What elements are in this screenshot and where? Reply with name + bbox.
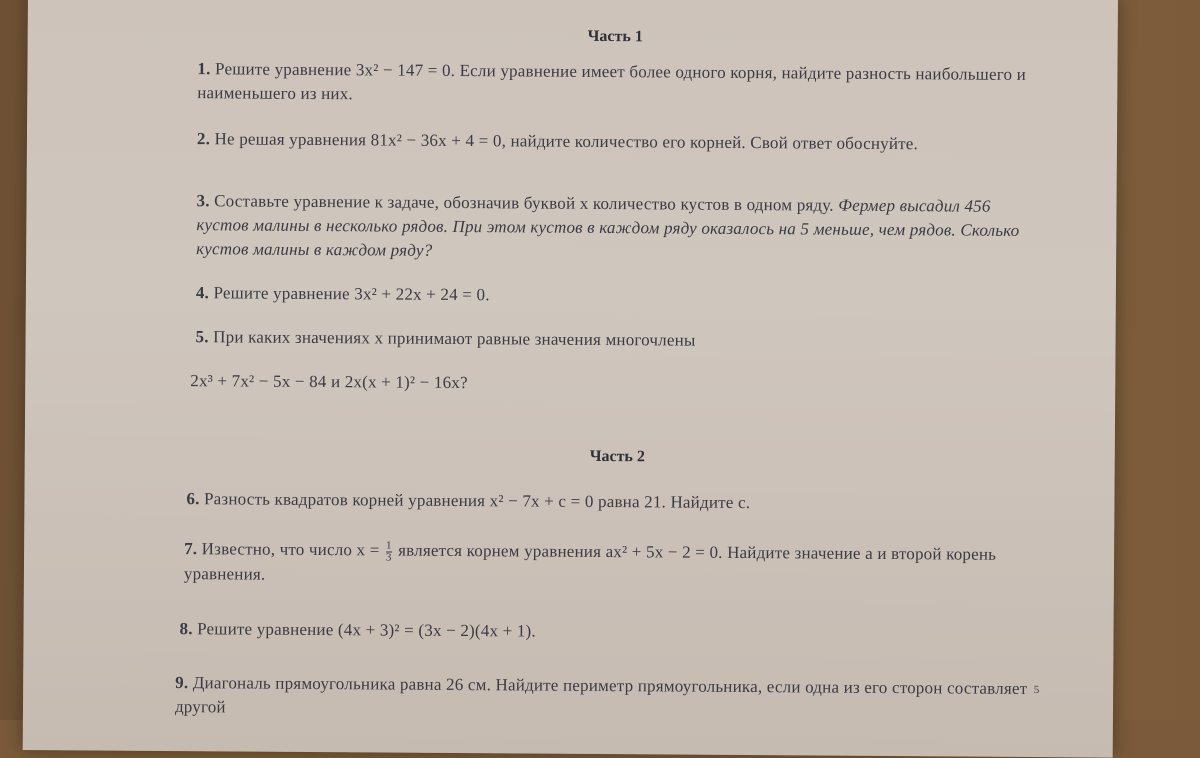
task-4 xyxy=(196,281,1036,311)
task-story: Фермер высадил 456 кустов малины в несколько рядов. При этом кустов в каждом ряду оказалось на 5 меньше, чем рядов. Сколько кустов малины в каждом ряду? xyxy=(196,195,1020,260)
task-number: 6. xyxy=(186,489,200,509)
task-2 xyxy=(197,127,1037,157)
part2-heading: Часть 2 xyxy=(589,447,645,466)
task-text: Известно, что число x = xyxy=(201,539,380,560)
fraction xyxy=(1034,685,1040,696)
task-number: 8. xyxy=(179,619,193,639)
task-number: 3. xyxy=(196,191,210,211)
task-9 xyxy=(175,671,1055,725)
task-3 xyxy=(196,189,1036,267)
task-number: 1. xyxy=(197,59,211,79)
task-text-continued: является корнем уравнения ax² + 5x − 2 = 0. Найдите значение a и второй корень уравнения. xyxy=(183,540,997,584)
fraction-numerator: 5 xyxy=(1033,683,1040,696)
task-text: Решите уравнение 3x² + 22x + 24 = 0. xyxy=(213,283,490,305)
task-number: 4. xyxy=(195,283,210,303)
task-text: При каких значениях x принимают равные значения многочлены xyxy=(213,327,696,350)
task-text-line2-end: другой xyxy=(174,697,226,717)
task-text: Решите уравнение (4x + 3)² = (3x − 2)(4x + 1). xyxy=(197,619,536,641)
task-number: 7. xyxy=(184,539,198,559)
fraction xyxy=(386,540,392,563)
task-text-line2: сторон составляет xyxy=(891,678,1028,698)
task-5 xyxy=(195,325,1035,355)
fraction-denominator: 3 xyxy=(385,551,392,564)
fraction-numerator: 1 xyxy=(385,539,392,552)
worksheet-page xyxy=(23,0,1118,758)
task-number: 2. xyxy=(196,129,211,149)
part1-heading: Часть 1 xyxy=(587,27,643,46)
task-6 xyxy=(186,487,1046,517)
task-5-polynomials: 2x³ + 7x² − 5x − 84 и 2x(x + 1)² − 16x? xyxy=(190,371,468,393)
task-number: 9. xyxy=(175,673,189,693)
task-number: 5. xyxy=(195,327,209,347)
task-1 xyxy=(197,57,1037,111)
task-text: Составьте уравнение к задаче, обозначив буквой x количество кустов в одном ряду. xyxy=(214,191,834,215)
task-7 xyxy=(184,537,1054,592)
task-8 xyxy=(179,617,1039,647)
task-text: Решите уравнение 3x² − 147 = 0. Если уравнение имеет более одного корня, найдите разность наибольшего и наименьшего из них. xyxy=(197,59,1027,104)
task-text: Разность квадратов корней уравнения x² − 7x + c = 0 равна 21. Найдите c. xyxy=(203,489,751,513)
task-text: Диагональ прямоугольника равна 26 см. Найдите периметр прямоугольника, если одна из его xyxy=(192,673,888,698)
task-text: Не решая уравнения 81x² − 36x + 4 = 0, найдите количество его корней. Свой ответ обоснуйте. xyxy=(214,129,919,154)
